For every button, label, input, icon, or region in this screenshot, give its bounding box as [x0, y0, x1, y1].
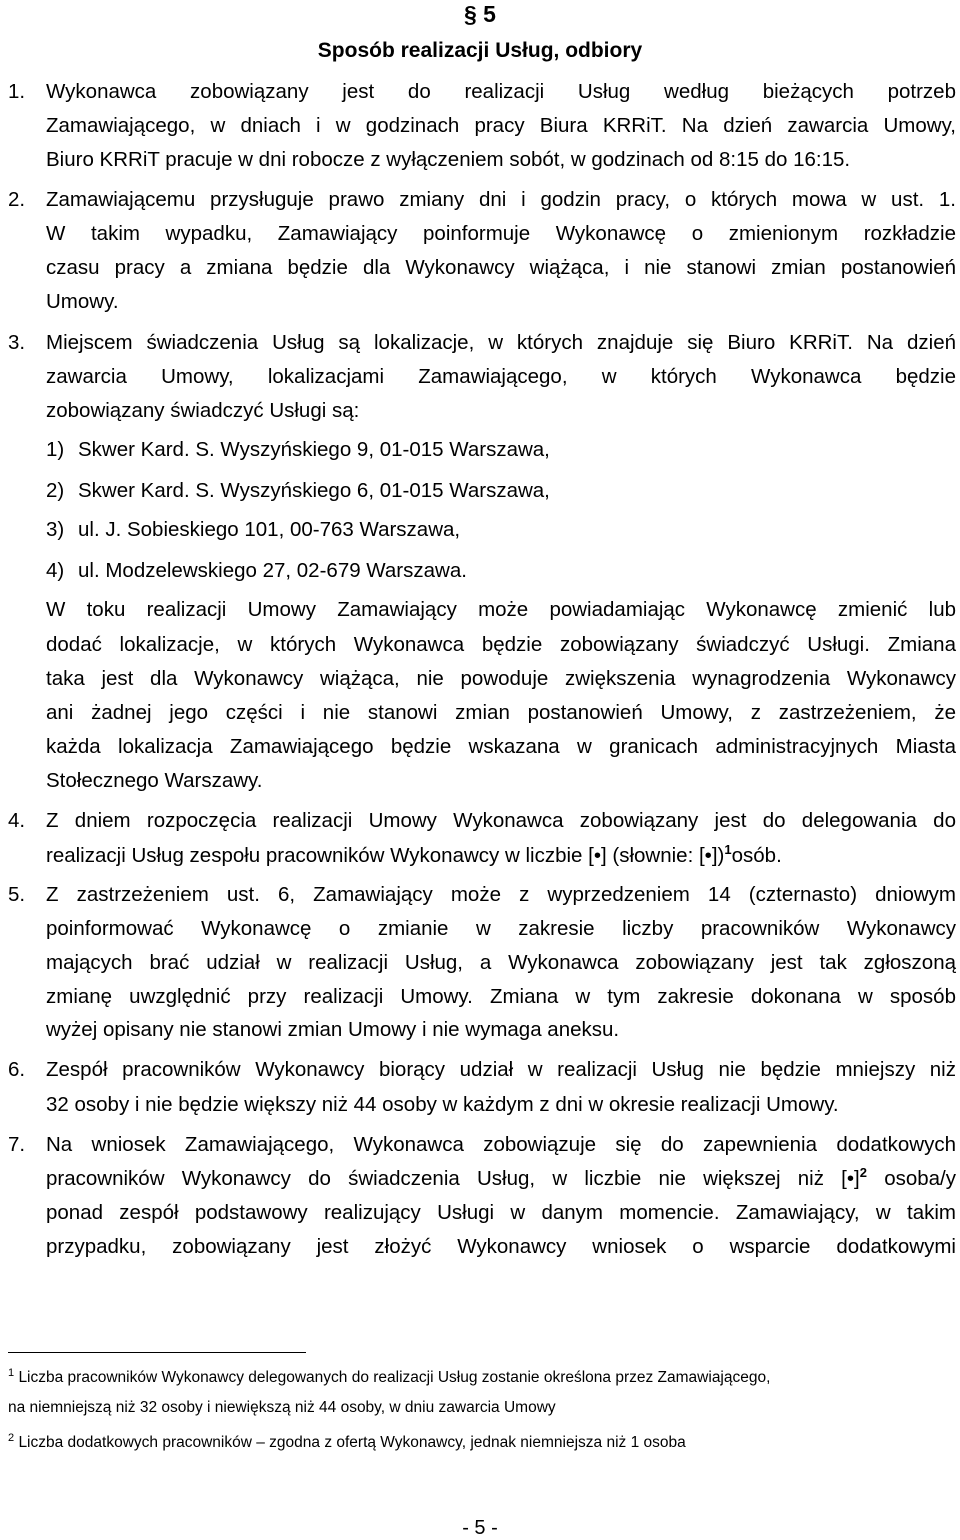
paragraph-line: Zamawiającego, w dniach i w godzinach pracy Biura KRRiT. Na dzień zawarcia Umowy, [46, 114, 956, 137]
paragraph-line: taka jest dla Wykonawcy wiążąca, nie powoduje zwiększenia wynagrodzenia Wykonawcy [46, 667, 956, 690]
footnote-text: Liczba dodatkowych pracowników – zgodna z ofertą Wykonawcy, jednak niemniejsza niż 1 osoba [18, 1434, 686, 1451]
section-number: § 5 [464, 1, 496, 27]
footnote-line [8, 1368, 770, 1388]
paragraph-line: Stołecznego Warszawy. [46, 769, 263, 792]
paragraph-line [46, 844, 956, 868]
paragraph-line: czasu pracy a zmiana będzie dla Wykonawcy wiążąca, i nie stanowi zmian postanowień [46, 256, 956, 279]
footnote-text: Liczba pracowników Wykonawcy delegowanych do realizacji Usług zostanie określona przez Zamawiającego, [18, 1369, 771, 1386]
paragraph-line: 32 osoby i nie będzie większy niż 44 osoby w każdym z dni w okresie realizacji Umowy. [46, 1093, 839, 1116]
paragraph-line: Umowy. [46, 290, 119, 313]
paragraph-line: Zamawiającemu przysługuje prawo zmiany dni i godzin pracy, o których mowa w ust. 1. [46, 188, 956, 211]
item-number: 2. [8, 188, 26, 211]
paragraph-line [46, 1167, 956, 1191]
page-number: - 5 - [462, 1517, 498, 1539]
item-number: 7. [8, 1133, 26, 1156]
item-number: 1. [8, 80, 26, 103]
paragraph-line: Wykonawca zobowiązany jest do realizacji Usług według bieżących potrzeb [46, 80, 956, 103]
location-address: ul. Modzelewskiego 27, 02-679 Warszawa. [78, 559, 467, 582]
paragraph-line: zobowiązany świadczyć Usługi są: [46, 399, 360, 422]
location-number: 4) [46, 559, 65, 582]
paragraph-line: ani żadnej jego części i nie stanowi zmian postanowień Umowy, z zastrzeżeniem, że [46, 701, 956, 724]
footnote-line: na niemniejszą niż 32 osoby i niewiększą niż 44 osoby, w dniu zawarcia Umowy [8, 1399, 556, 1416]
footnote-separator [8, 1352, 306, 1353]
paragraph-line: W takim wypadku, Zamawiający poinformuje Wykonawcę o zmienionym rozkładzie [46, 222, 956, 245]
line-text: osoba/y [866, 1167, 956, 1190]
paragraph-line: ponad zespół podstawowy realizujący Usługi w danym momencie. Zamawiający, w takim [46, 1201, 956, 1224]
item-number: 6. [8, 1058, 26, 1081]
paragraph-line: Z zastrzeżeniem ust. 6, Zamawiający może z wyprzedzeniem 14 (czternasto) dniowym [46, 883, 956, 906]
footnote-reference: 2 [859, 1165, 867, 1181]
line-text: osób. [731, 844, 782, 867]
paragraph-line: Biuro KRRiT pracuje w dni robocze z wyłączeniem sobót, w godzinach od 8:15 do 16:15. [46, 148, 851, 171]
section-title: Sposób realizacji Usług, odbiory [317, 39, 643, 62]
paragraph-line: mających brać udział w realizacji Usług, a Wykonawca zobowiązany jest tak zgłoszoną [46, 951, 956, 974]
paragraph-line: Na wniosek Zamawiającego, Wykonawca zobowiązuje się do zapewnienia dodatkowych [46, 1133, 956, 1156]
location-address: ul. J. Sobieskiego 101, 00-763 Warszawa, [78, 518, 461, 541]
location-number: 3) [46, 518, 65, 541]
location-number: 2) [46, 479, 65, 502]
item-number: 4. [8, 809, 26, 832]
footnote-line [8, 1433, 686, 1453]
item-number: 5. [8, 883, 26, 906]
paragraph-line: Z dniem rozpoczęcia realizacji Umowy Wykonawca zobowiązany jest do delegowania do [46, 809, 956, 832]
paragraph-line: Zespół pracowników Wykonawcy biorący udział w realizacji Usług nie będzie mniejszy niż [46, 1058, 956, 1081]
paragraph-line: poinformować Wykonawcę o zmianie w zakresie liczby pracowników Wykonawcy [46, 917, 956, 940]
paragraph-line: zawarcia Umowy, lokalizacjami Zamawiającego, w których Wykonawca będzie [46, 365, 956, 388]
footnote-reference: 1 [724, 842, 732, 858]
line-text: pracowników Wykonawcy do świadczenia Usług, w liczbie nie większej niż [•] [46, 1167, 860, 1190]
paragraph-line: wyżej opisany nie stanowi zmian Umowy i nie wymaga aneksu. [46, 1018, 620, 1041]
paragraph-line: przypadku, zobowiązany jest złożyć Wykonawcy wniosek o wsparcie dodatkowymi [46, 1235, 956, 1258]
paragraph-line: zmianę uwzględnić przy realizacji Umowy. Zmiana w tym zakresie dokonana w sposób [46, 985, 956, 1008]
footnote-mark: 1 [8, 1366, 15, 1379]
paragraph-line: każda lokalizacja Zamawiającego będzie wskazana w granicach administracyjnych Miasta [46, 735, 956, 758]
item-number: 3. [8, 331, 26, 354]
line-text: realizacji Usług zespołu pracowników Wykonawcy w liczbie [•] (słownie: [•]) [46, 844, 725, 867]
location-address: Skwer Kard. S. Wyszyńskiego 9, 01-015 Warszawa, [78, 438, 550, 461]
location-address: Skwer Kard. S. Wyszyńskiego 6, 01-015 Warszawa, [78, 479, 550, 502]
paragraph-line: Miejscem świadczenia Usług są lokalizacje, w których znajduje się Biuro KRRiT. Na dzień [46, 331, 956, 354]
location-number: 1) [46, 438, 65, 461]
paragraph-line: dodać lokalizacje, w których Wykonawca będzie zobowiązany świadczyć Usługi. Zmiana [46, 633, 956, 656]
footnote-mark: 2 [8, 1431, 15, 1444]
paragraph-line: W toku realizacji Umowy Zamawiający może powiadamiając Wykonawcę zmienić lub [46, 598, 956, 621]
